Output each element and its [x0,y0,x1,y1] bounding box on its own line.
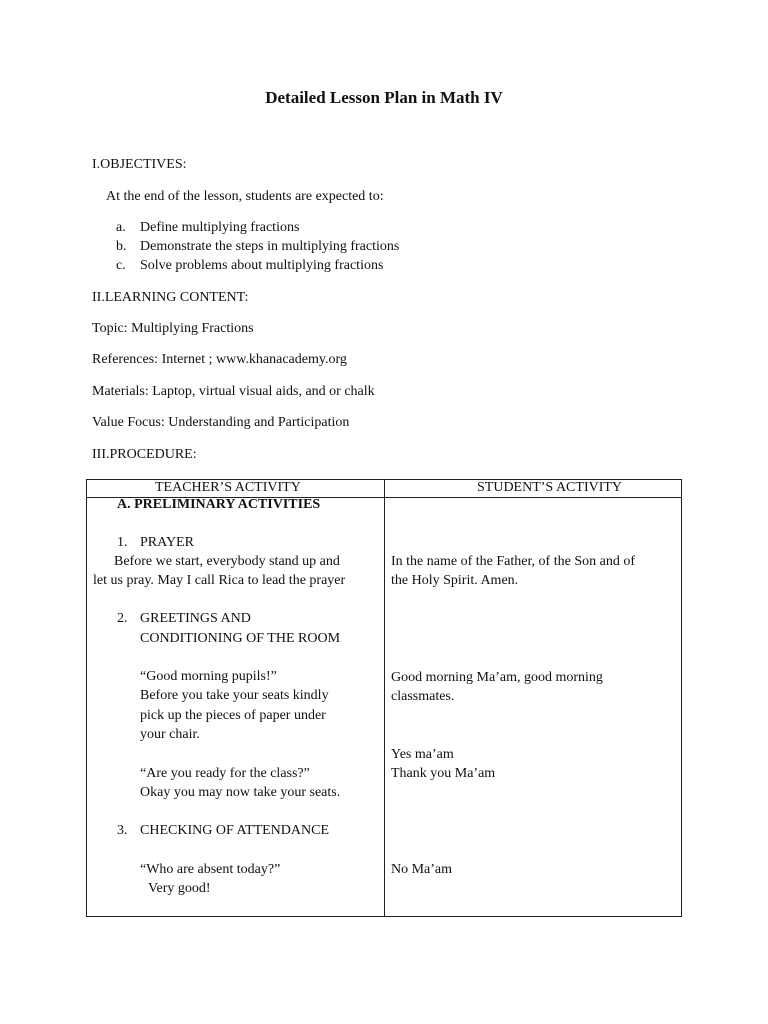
student-text: In the name of the Father, of the Son and of [391,554,635,569]
teacher-text: “Good morning pupils!” [140,669,277,684]
column-divider [384,480,385,916]
teacher-text: “Are you ready for the class?” [140,766,310,781]
student-text: Good morning Ma’am, good morning [391,670,603,685]
document-title: Detailed Lesson Plan in Math IV [265,88,503,107]
objectives-intro: At the end of the lesson, students are expected to: [106,189,384,204]
student-text: No Ma’am [391,862,453,877]
greetings-title: CONDITIONING OF THE ROOM [140,631,341,646]
student-text: classmates. [391,689,455,704]
greetings-title: GREETINGS AND [140,611,251,626]
materials-line: Materials: Laptop, virtual visual aids, and or chalk [92,384,375,399]
item-number: 3. [117,823,128,838]
attendance-title: CHECKING OF ATTENDANCE [140,823,329,838]
teacher-text: Before we start, everybody stand up and [114,554,340,569]
references-line: References: Internet ; www.khanacademy.org [92,352,347,367]
teacher-text: Okay you may now take your seats. [140,785,341,800]
activity-table [86,479,682,917]
student-text: the Holy Spirit. Amen. [391,573,519,588]
objective-letter: b. [116,239,127,254]
section-heading: A. PRELIMINARY ACTIVITIES [117,497,321,512]
student-text: Yes ma’am [391,747,454,762]
value-focus-line: Value Focus: Understanding and Participation [92,415,350,430]
objective-letter: c. [116,258,126,273]
item-number: 1. [117,535,128,550]
teacher-text: pick up the pieces of paper under [140,708,326,723]
teacher-text: Very good! [148,881,211,896]
objective-letter: a. [116,220,126,235]
teacher-column-header: TEACHER’S ACTIVITY [155,480,301,495]
objective-item: Define multiplying fractions [140,220,300,235]
objectives-heading: I.OBJECTIVES: [92,157,187,172]
student-text: Thank you Ma’am [391,766,496,781]
student-column-header: STUDENT’S ACTIVITY [477,480,623,495]
objective-item: Demonstrate the steps in multiplying fractions [140,239,400,254]
procedure-heading: III.PROCEDURE: [92,447,197,462]
teacher-text: Before you take your seats kindly [140,688,329,703]
teacher-text: “Who are absent today?” [140,862,281,877]
teacher-text: your chair. [140,727,200,742]
topic-line: Topic: Multiplying Fractions [92,321,254,336]
item-number: 2. [117,611,128,626]
objective-item: Solve problems about multiplying fractions [140,258,384,273]
learning-content-heading: II.LEARNING CONTENT: [92,290,249,305]
teacher-text: let us pray. May I call Rica to lead the prayer [93,573,346,588]
prayer-title: PRAYER [140,535,194,550]
